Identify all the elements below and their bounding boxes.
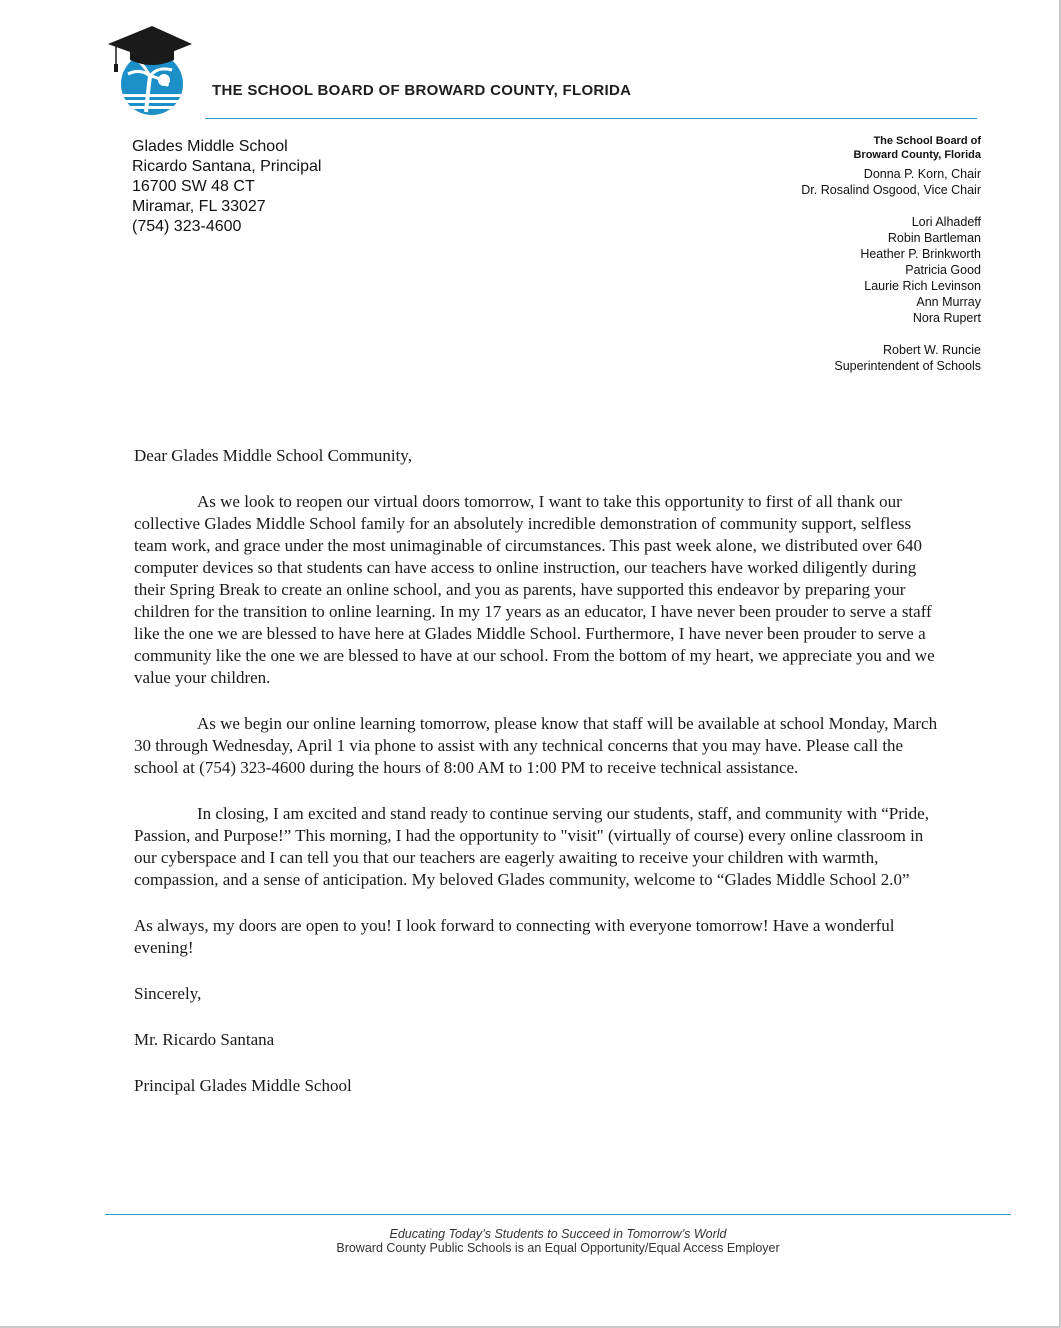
letter-closing: Sincerely, — [134, 984, 202, 1003]
school-board-logo-icon — [106, 22, 194, 118]
board-member: Robin Bartleman — [887, 231, 981, 245]
board-vice-chair: Dr. Rosalind Osgood, Vice Chair — [801, 183, 981, 197]
school-city: Miramar, FL 33027 — [132, 198, 266, 215]
footer — [105, 1227, 1011, 1255]
board-member: Nora Rupert — [912, 311, 981, 325]
board-member: Heather P. Brinkworth — [860, 247, 981, 261]
board-title: THE SCHOOL BOARD OF BROWARD COUNTY, FLORIDA — [212, 82, 632, 99]
letter-signer-title: Principal Glades Middle School — [134, 1076, 352, 1095]
footer-eeo-statement: Broward County Public Schools is an Equal Opportunity/Equal Access Employer — [336, 1241, 780, 1255]
letter-signer: Mr. Ricardo Santana — [134, 1030, 275, 1049]
school-phone: (754) 323-4600 — [132, 218, 242, 235]
board-members-block — [801, 134, 981, 374]
letter-paragraph-1: As we look to reopen our virtual doors tomorrow, I want to take this opportunity to first of all thank our collective Glades Middle School family for an absolutely incredible demonstration of community support, selfless team work, and grace under the most unimaginable of circumstances. This past week alone, we distributed over 640 computer devices so that students can have access to online instruction, our teachers have worked diligently during their Spring Break to create an online school, and you as parents, have supported this endeavor by preparing your children for the transition to online learning. In my 17 years as an educator, I have never been prouder to serve a staff like the one we are blessed to have here at Glades Middle School. Furthermore, I have never been prouder to serve a community like the one we are blessed to have at our school. From the bottom of my heart, we appreciate you and we value your children. — [134, 492, 935, 687]
board-member: Lori Alhadeff — [911, 215, 981, 229]
letter-salutation: Dear Glades Middle School Community, — [134, 446, 412, 465]
letter-paragraph-3: In closing, I am excited and stand ready to continue serving our students, staff, and community with “Pride, Passion, and Purpose!” This morning, I had the opportunity to "visit" (virtually of course) every online classroom in our cyberspace and I can tell you that our teachers are eagerly awaiting to receive your children with warmth, compassion, and a sense of anticipation. My beloved Glades community, welcome to “Glades Middle School 2.0” — [134, 804, 929, 889]
letter-paragraph-2: As we begin our online learning tomorrow, please know that staff will be available at school Monday, March 30 through Wednesday, April 1 via phone to assist with any technical concerns that you may have. Please call the school at (754) 323-4600 during the hours of 8:00 AM to 1:00 PM to receive technical assistance. — [134, 714, 938, 777]
superintendent-title: Superintendent of Schools — [834, 359, 981, 373]
letter-paragraph-4: As always, my doors are open to you! I look forward to connecting with everyone tomorrow! Have a wonderful evening! — [134, 916, 895, 957]
board-chair: Donna P. Korn, Chair — [863, 167, 981, 181]
board-heading-line1: The School Board of — [873, 135, 981, 147]
superintendent-name: Robert W. Runcie — [883, 343, 981, 357]
board-member: Laurie Rich Levinson — [864, 279, 981, 293]
letter-body — [134, 445, 946, 1097]
principal-name: Ricardo Santana, Principal — [132, 158, 322, 175]
board-member: Patricia Good — [905, 263, 981, 277]
footer-rule — [105, 1214, 1011, 1215]
school-address-block — [132, 137, 321, 237]
board-member: Ann Murray — [916, 295, 981, 309]
school-street: 16700 SW 48 CT — [132, 178, 255, 195]
footer-motto: Educating Today’s Students to Succeed in Tomorrow’s World — [389, 1227, 727, 1241]
header-rule — [205, 118, 977, 119]
board-heading-line2: Broward County, Florida — [853, 149, 981, 161]
school-name: Glades Middle School — [132, 138, 288, 155]
